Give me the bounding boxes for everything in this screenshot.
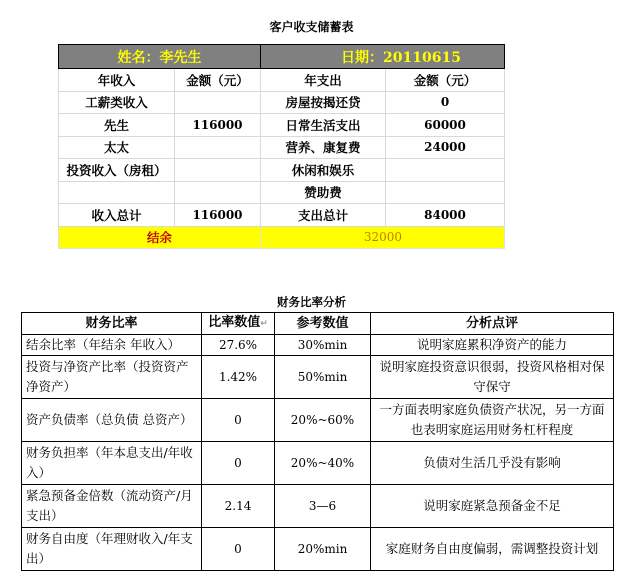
reference-value: 20%~40%	[275, 442, 371, 485]
income-item: 投资收入（房租）	[59, 159, 175, 182]
income-item	[59, 181, 175, 204]
income-amount	[175, 91, 261, 114]
reference-value: 20%min	[275, 528, 371, 571]
table-row	[22, 528, 614, 571]
header-comment: 分析点评	[371, 313, 614, 335]
income-item: 太太	[59, 136, 175, 159]
header-annual-expense: 年支出	[261, 69, 386, 92]
income-total-label: 收入总计	[59, 204, 175, 227]
income-item: 工薪类收入	[59, 91, 175, 114]
header-ratio-value-label: 比率数值	[208, 315, 261, 330]
table-row	[59, 136, 505, 159]
reference-value: 50%min	[275, 356, 371, 399]
financial-ratio-table	[21, 312, 614, 571]
ratio-name: 财务自由度（年理财收入/年支出）	[22, 528, 202, 571]
ratio-comment: 家庭财务自由度偏弱，需调整投资计划	[371, 528, 614, 571]
header-reference: 参考数值	[275, 313, 371, 335]
income-amount	[175, 136, 261, 159]
expense-amount: 24000	[386, 136, 505, 159]
table-row	[59, 91, 505, 114]
ratio-value: 27.6%	[202, 335, 275, 356]
expense-item: 房屋按揭还贷	[261, 91, 386, 114]
client-name: 姓名：李先生	[59, 45, 261, 69]
reference-value: 3—6	[275, 485, 371, 528]
ratio-comment: 一方面表明家庭负债资产状况，另一方面也表明家庭运用财务杠杆程度	[371, 399, 614, 442]
ratio-name: 结余比率（年结余 年收入）	[22, 335, 202, 356]
ratio-name: 紧急预备金倍数（流动资产/月支出）	[22, 485, 202, 528]
ratio-value: 2.14	[202, 485, 275, 528]
reference-value: 20%~60%	[275, 399, 371, 442]
income-amount	[175, 159, 261, 182]
ratio-value: 0	[202, 399, 275, 442]
income-amount	[175, 181, 261, 204]
income-expense-table	[58, 44, 505, 249]
table-row	[22, 485, 614, 528]
reference-value: 30%min	[275, 335, 371, 356]
expense-amount	[386, 181, 505, 204]
totals-row	[59, 204, 505, 227]
expense-amount: 0	[386, 91, 505, 114]
table-row	[59, 114, 505, 137]
table-row	[59, 181, 505, 204]
date-cell	[261, 45, 505, 69]
budget-table-title: 客户收支储蓄表	[269, 20, 354, 34]
table-row	[22, 399, 614, 442]
header-ratio-value	[202, 313, 275, 335]
expense-item: 休闲和娱乐	[261, 159, 386, 182]
header-annual-income: 年收入	[59, 69, 175, 92]
date-value: 20110615	[383, 49, 461, 66]
expense-amount	[386, 159, 505, 182]
ratio-comment: 说明家庭紧急预备金不足	[371, 485, 614, 528]
expense-total-value: 84000	[386, 204, 505, 227]
balance-value: 32000	[261, 226, 505, 248]
income-item: 先生	[59, 114, 175, 137]
ratio-value: 0	[202, 528, 275, 571]
balance-row	[59, 226, 505, 248]
header-ratio: 财务比率	[22, 313, 202, 335]
ratio-comment: 说明家庭投资意识很弱，投资风格相对保守保守	[371, 356, 614, 399]
table-row	[59, 159, 505, 182]
income-amount: 116000	[175, 114, 261, 137]
ratio-table-title: 财务比率分析	[277, 295, 346, 309]
date-label: 日期：	[341, 49, 383, 66]
ratio-header-row	[22, 313, 614, 335]
balance-label: 结余	[59, 226, 261, 248]
ratio-name: 资产负债率（总负债 总资产）	[22, 399, 202, 442]
ratio-value: 0	[202, 442, 275, 485]
table-header-band	[59, 45, 505, 69]
expense-total-label: 支出总计	[261, 204, 386, 227]
header-amount: 金额（元）	[175, 69, 261, 92]
ratio-comment: 负债对生活几乎没有影响	[371, 442, 614, 485]
header-amount: 金额（元）	[386, 69, 505, 92]
income-total-value: 116000	[175, 204, 261, 227]
table-row	[22, 356, 614, 399]
ratio-comment: 说明家庭累积净资产的能力	[371, 335, 614, 356]
ratio-name: 投资与净资产比率（投资资产 净资产）	[22, 356, 202, 399]
expense-item: 营养、康复费	[261, 136, 386, 159]
ratio-name: 财务负担率（年本息支出/年收入）	[22, 442, 202, 485]
expense-item: 日常生活支出	[261, 114, 386, 137]
column-header-row	[59, 69, 505, 92]
paragraph-mark-icon: ↵	[260, 319, 268, 329]
table-row	[22, 442, 614, 485]
ratio-value: 1.42%	[202, 356, 275, 399]
expense-amount: 60000	[386, 114, 505, 137]
expense-item: 赞助费	[261, 181, 386, 204]
table-row	[22, 335, 614, 356]
